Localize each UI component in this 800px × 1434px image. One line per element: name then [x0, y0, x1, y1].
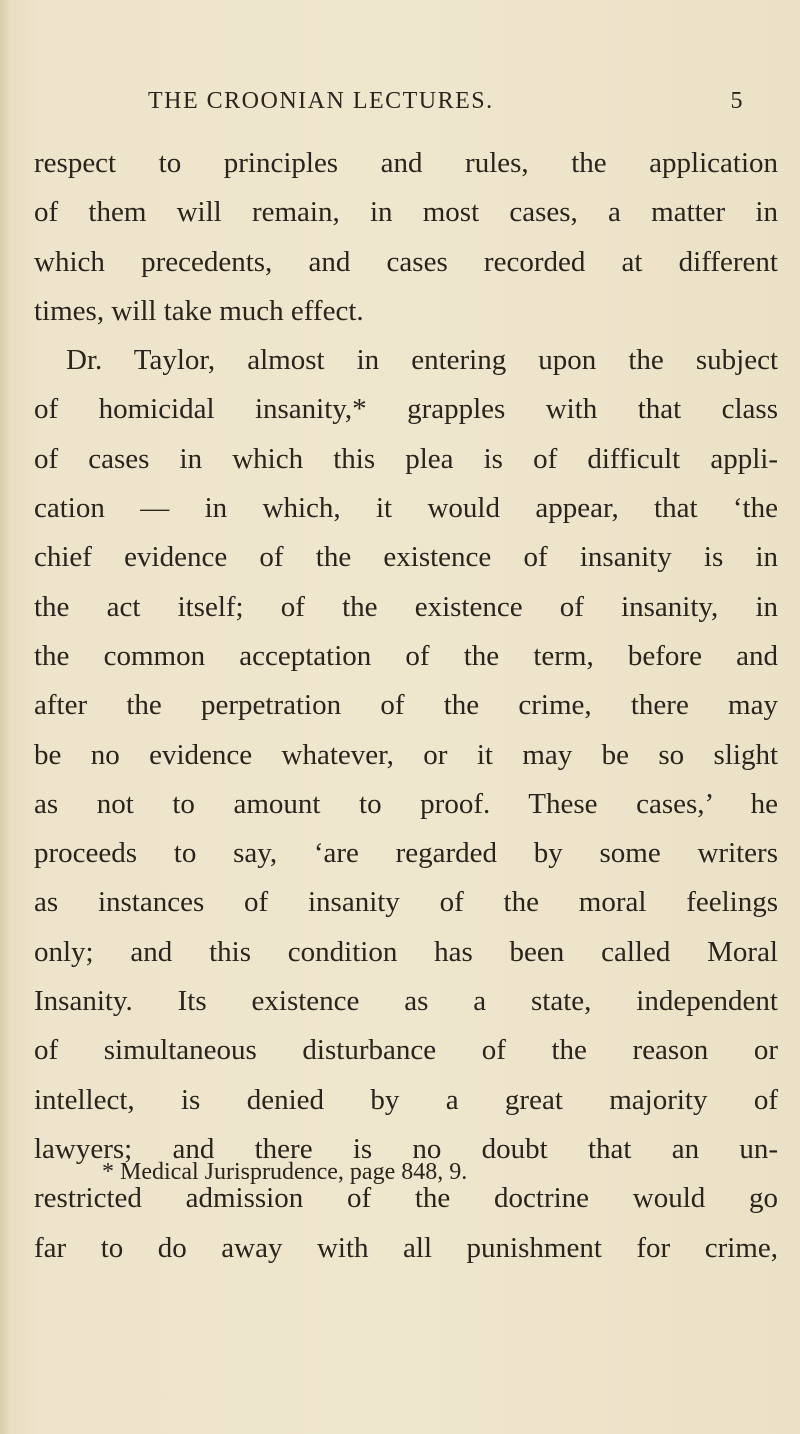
text-line: which precedents, and cases recorded at different [34, 245, 778, 278]
page-number: 5 [730, 88, 744, 114]
body-text [34, 139, 778, 1273]
text-line: be no evidence whatever, or it may be so slight [34, 738, 778, 771]
text-line: lawyers; and there is no doubt that an un- [34, 1132, 778, 1165]
text-line: of homicidal insanity,* grapples with that class [34, 393, 778, 426]
text-line: intellect, is denied by a great majority of [34, 1083, 778, 1116]
text-line: proceeds to say, ‘are regarded by some writers [34, 837, 778, 870]
text-line: the common acceptation of the term, before and [34, 639, 778, 672]
text-line: as instances of insanity of the moral feelings [34, 886, 778, 919]
text-line: respect to principles and rules, the application [34, 147, 778, 179]
text-line: after the perpetration of the crime, there may [34, 689, 778, 722]
text-line: of cases in which this plea is of difficult appli- [34, 442, 778, 475]
page-header [148, 88, 744, 124]
text-line: only; and this condition has been called Moral [34, 935, 778, 968]
footnote: * Medical Jurisprudence, page 848, 9. [102, 1159, 468, 1185]
text-line: chief evidence of the existence of insanity is in [34, 541, 778, 574]
running-head: THE CROONIAN LECTURES. [148, 88, 494, 114]
text-line: cation — in which, it would appear, that ‘the [34, 492, 778, 525]
gutter-shadow [0, 0, 10, 1434]
text-line: times, will take much effect. [34, 294, 364, 327]
text-line: of them will remain, in most cases, a matter in [34, 196, 778, 229]
text-line: as not to amount to proof. These cases,’ he [34, 787, 778, 820]
text-line: Dr. Taylor, almost in entering upon the subject [66, 344, 778, 377]
text-line: Insanity. Its existence as a state, independent [34, 985, 778, 1018]
text-line: the act itself; of the existence of insanity, in [34, 590, 778, 623]
text-line: restricted admission of the doctrine would go [34, 1182, 778, 1215]
text-line: of simultaneous disturbance of the reason or [34, 1034, 778, 1067]
text-line: far to do away with all punishment for crime, [34, 1231, 778, 1264]
